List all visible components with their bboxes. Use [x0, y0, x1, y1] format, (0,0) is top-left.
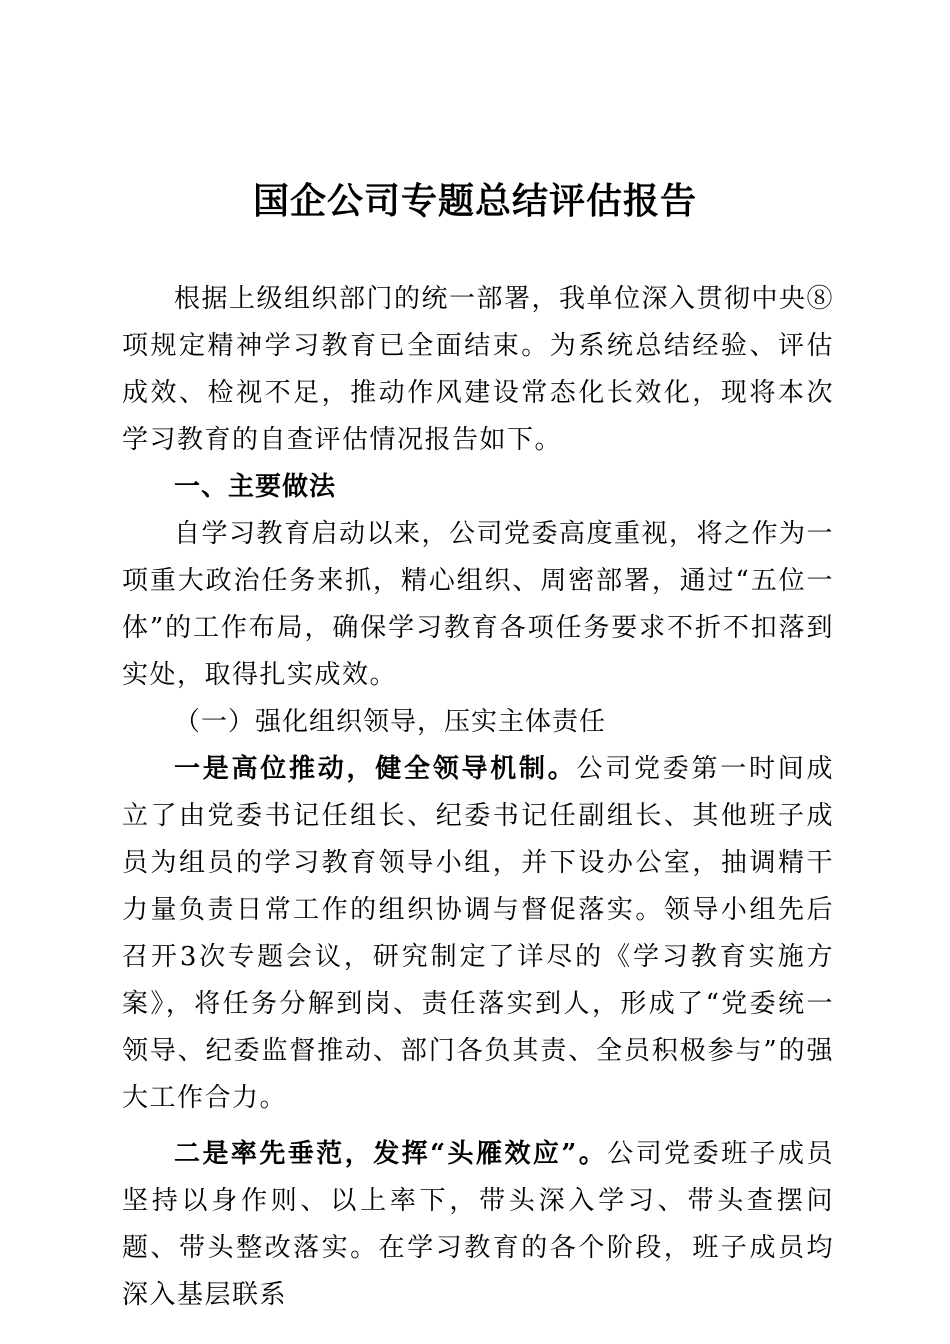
point-two-text: 公司党委班子成员坚持以身作则、以上率下，带头深入学习、带头查摆问题、带头整改落实。在学习教育的各个阶段，班子成员均深入基层联系	[122, 1139, 834, 1310]
document-title: 国企公司专题总结评估报告	[252, 180, 697, 222]
section-paragraph: 自学习教育启动以来，公司党委高度重视，将之作为一项重大政治任务来抓，精心组织、周密部署，通过“五位一体”的工作布局，确保学习教育各项任务要求不折不扣落到实处，取得扎实成效。	[122, 519, 835, 690]
document-body	[122, 276, 834, 1319]
paragraph-gap	[122, 1122, 834, 1131]
point-one-lead: 一是高位推动，健全领导机制。	[174, 754, 577, 784]
point-one-text: 公司党委第一时间成立了由党委书记任组长、纪委书记任副组长、其他班子成员为组员的学习教育领导小组，并下设办公室，抽调精干力量负责日常工作的组织协调与督促落实。领导小组先后召开3次专题会议，研究制定了详尽的《学习教育实施方案》，将任务分解到岗、责任落实到人，形成了“党委统一领导、纪委监督推动、部门各负其责、全员积极参与”的强大工作合力。	[122, 754, 834, 1113]
point-two-paragraph	[122, 1131, 834, 1319]
point-two-lead: 二是率先垂范，发挥“头雁效应”。	[174, 1139, 608, 1169]
section-heading-main-practices: 一、主要做法	[174, 472, 337, 502]
intro-paragraph: 根据上级组织部门的统一部署，我单位深入贯彻中央⑧项规定精神学习教育已全面结束。为系统总结经验、评估成效、检视不足，推动作风建设常态化长效化，现将本次学习教育的自查评估情况报告如下。	[122, 284, 835, 455]
point-one-paragraph	[122, 746, 834, 1122]
subsection-heading: （一）强化组织领导，压实主体责任	[174, 707, 607, 737]
